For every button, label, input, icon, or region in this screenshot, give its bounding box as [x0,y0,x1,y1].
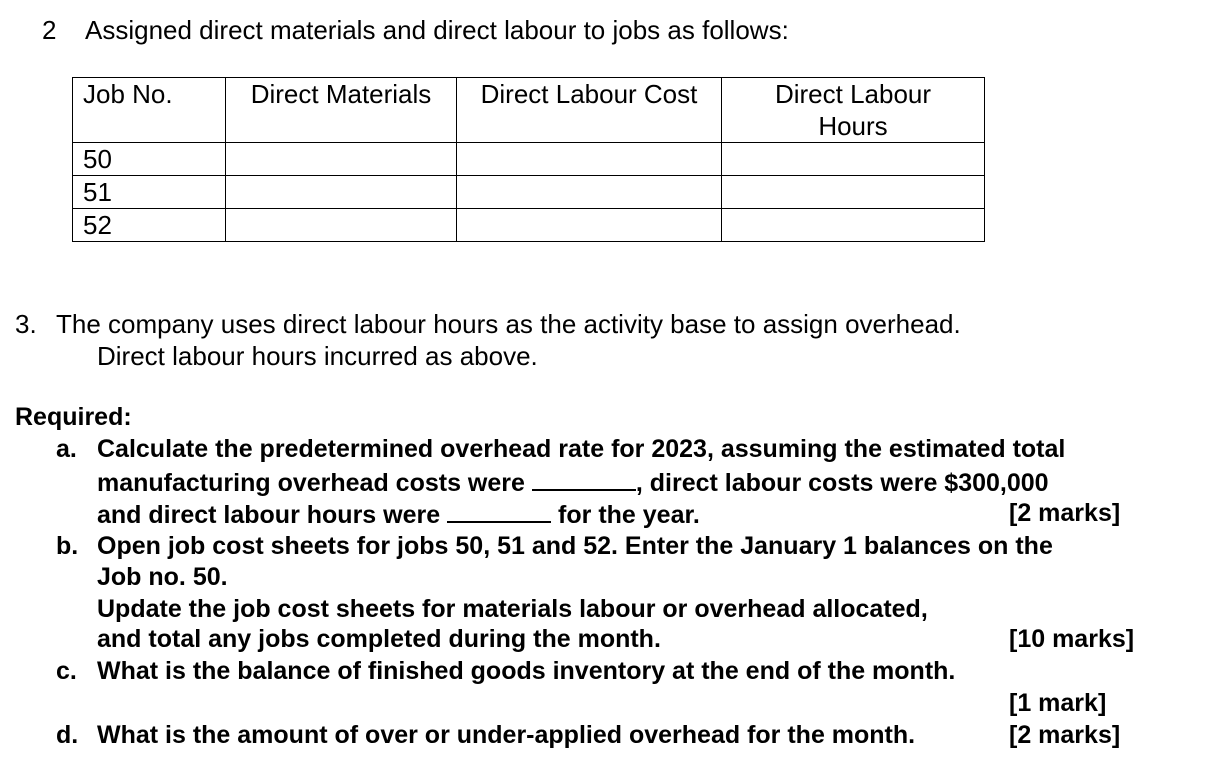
header-direct-labour-hours-line1: Direct Labour [774,79,932,109]
question-a-line3-before: and direct labour hours were [97,501,441,529]
question-a-line2-after: , direct labour costs were $300,000 [635,469,1049,497]
header-direct-materials: Direct Materials [226,78,457,143]
required-heading: Required: [15,403,132,431]
cell-job: 51 [73,176,226,209]
header-direct-labour-hours-line2: Hours [818,111,888,141]
cell-materials [226,209,457,242]
question-d-letter: d. [56,721,79,749]
question-b-line1: Open job cost sheets for jobs 50, 51 and 52. Enter the January 1 balances on the [97,532,1053,560]
table-row [73,143,985,176]
cell-materials [226,143,457,176]
cell-materials [226,176,457,209]
table-row [73,176,985,209]
question-b-marks: [10 marks] [1009,625,1135,653]
question-a-line2-before: manufacturing overhead costs were [97,469,525,497]
cell-labour-cost [457,209,722,242]
table-row [73,209,985,242]
cell-job: 50 [73,143,226,176]
cell-labour-cost [457,143,722,176]
cell-labour-hours [722,176,985,209]
item-2-text: Assigned direct materials and direct labour to jobs as follows: [85,15,789,45]
question-a-line3-after: for the year. [558,501,700,529]
question-b-line2: Job no. 50. [97,563,228,591]
item-3-line2: Direct labour hours incurred as above. [97,341,538,371]
question-a-line2 [97,467,1049,498]
question-a-letter: a. [56,435,77,463]
table-header-row [73,78,985,143]
cell-labour-cost [457,176,722,209]
cell-labour-hours [722,143,985,176]
item-3-number: 3. [15,309,37,339]
question-d-marks: [2 marks] [1009,721,1121,749]
header-direct-labour-cost: Direct Labour Cost [457,78,722,143]
cell-labour-hours [722,209,985,242]
question-c-letter: c. [56,657,77,685]
question-b-letter: b. [56,532,79,560]
overhead-costs-blank [532,467,636,491]
question-b-line4: and total any jobs completed during the month. [97,625,661,653]
question-c-marks: [1 mark] [1009,689,1107,717]
cell-job: 52 [73,209,226,242]
item-3-line1: The company uses direct labour hours as the activity base to assign overhead. [56,309,961,339]
question-a-line3 [97,499,700,530]
header-direct-labour-hours [722,78,985,143]
question-b-line3: Update the job cost sheets for materials labour or overhead allocated, [97,595,928,623]
jobs-table [72,77,985,242]
question-c-line1: What is the balance of finished goods inventory at the end of the month. [97,657,956,685]
question-d-line1: What is the amount of over or under-applied overhead for the month. [97,721,916,749]
question-a-marks: [2 marks] [1009,499,1121,527]
labour-hours-blank [447,499,551,523]
question-a-line1: Calculate the predetermined overhead rate for 2023, assuming the estimated total [97,435,1066,463]
header-job-no: Job No. [73,78,226,143]
item-2-number: 2 [42,15,57,45]
